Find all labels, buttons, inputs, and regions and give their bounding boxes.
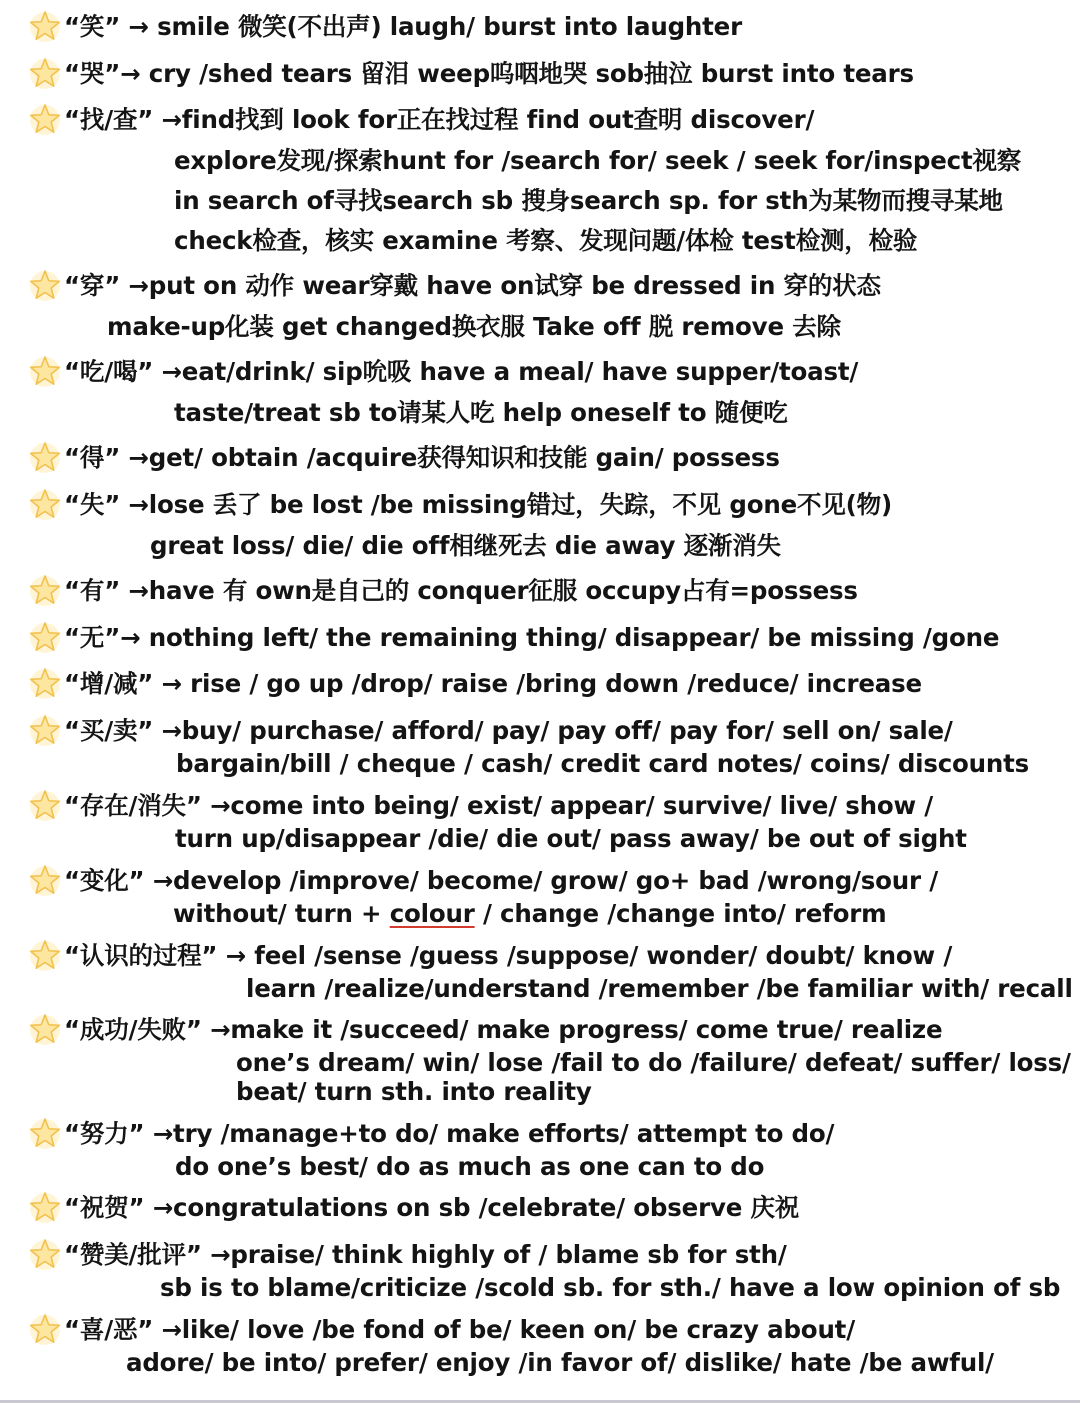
entry-continuation-line: bargain/bill / cheque / cash/ credit card notes/ coins/ discounts [176,749,1030,778]
entry-heading-line: “努力” →try /manage+to do/ make efforts/ attempt to do/ [64,1119,835,1148]
entry-heading-line: “无”→ nothing left/ the remaining thing/ disappear/ be missing /gone [64,623,1000,652]
entry-heading-line: “有” →have 有 own是自己的 conquer征服 occupy占有=possess [64,576,858,605]
star-emoji-icon [28,269,62,303]
star-emoji-icon [28,57,62,91]
entry-continuation-line: learn /realize/understand /remember /be familiar with/ recall [246,974,1073,1003]
entry-continuation-line: without/ turn + colour / change /change into/ reform [173,899,887,928]
entry-continuation-line: one’s dream/ win/ lose /fail to do /failure/ defeat/ suffer/ loss/ [236,1048,1071,1077]
underlined-word: colour [389,899,475,928]
star-emoji-icon [28,488,62,522]
entry-heading-line: “祝贺” →congratulations on sb /celebrate/ observe 庆祝 [64,1193,800,1222]
entry-heading-line: “赞美/批评” →praise/ think highly of / blame sb for sth/ [64,1240,787,1269]
star-emoji-icon [28,1313,62,1347]
entry-heading-line: “笑” → smile 微笑(不出声) laugh/ burst into laughter [64,12,742,41]
entry-heading-line: “穿” →put on 动作 wear穿戴 have on试穿 be dressed in 穿的状态 [64,271,881,300]
star-emoji-icon [28,864,62,898]
entry-heading-line: “找/查” →find找到 look for正在找过程 find out查明 discover/ [64,105,815,134]
entry-continuation-line: great loss/ die/ die off相继死去 die away 逐渐消失 [150,531,781,560]
entry-heading-line: “喜/恶” →like/ love /be fond of be/ keen on/ be crazy about/ [64,1315,855,1344]
entry-heading-line: “得” →get/ obtain /acquire获得知识和技能 gain/ possess [64,443,780,472]
entry-continuation-line: turn up/disappear /die/ die out/ pass away/ be out of sight [175,824,967,853]
entry-continuation-line: sb is to blame/criticize /scold sb. for sth./ have a low opinion of sb [160,1273,1061,1302]
entry-heading-line: “认识的过程” → feel /sense /guess /suppose/ wonder/ doubt/ know / [64,941,953,970]
entry-continuation-line: adore/ be into/ prefer/ enjoy /in favor of/ dislike/ hate /be awful/ [126,1348,994,1377]
star-emoji-icon [28,1117,62,1151]
entry-continuation-line: taste/treat sb to请某人吃 help oneself to 随便吃 [174,398,788,427]
entry-heading-line: “失” →lose 丢了 be lost /be missing错过，失踪，不见 gone不见(物) [64,490,892,519]
star-emoji-icon [28,1191,62,1225]
star-emoji-icon [28,103,62,137]
entry-continuation-line: beat/ turn sth. into reality [236,1077,592,1106]
star-emoji-icon [28,10,62,44]
star-emoji-icon [28,621,62,655]
entry-continuation-line: make-up化装 get changed换衣服 Take off 脱 remove 去除 [107,312,841,341]
entry-continuation-line: explore发现/探索hunt for /search for/ seek / seek for/inspect视察 [174,146,1022,175]
entry-heading-line: “吃/喝” →eat/drink/ sip吮吸 have a meal/ have supper/toast/ [64,357,859,386]
star-emoji-icon [28,574,62,608]
entry-heading-line: “成功/失败” →make it /succeed/ make progress/ come true/ realize [64,1015,943,1044]
star-emoji-icon [28,939,62,973]
entry-continuation-line: do one’s best/ do as much as one can to do [175,1152,765,1181]
entry-heading-line: “哭”→ cry /shed tears 留泪 weep呜咽地哭 sob抽泣 burst into tears [64,59,914,88]
star-emoji-icon [28,1013,62,1047]
star-emoji-icon [28,1238,62,1272]
entry-heading-line: “存在/消失” →come into being/ exist/ appear/ survive/ live/ show / [64,791,934,820]
star-emoji-icon [28,789,62,823]
entry-continuation-line: in search of寻找search sb 搜身search sp. for sth为某物而搜寻某地 [174,186,1003,215]
star-emoji-icon [28,355,62,389]
bottom-divider [0,1400,1080,1403]
star-emoji-icon [28,441,62,475]
entry-continuation-line: check检查，核实 examine 考察、发现问题/体检 test检测，检验 [174,226,918,255]
entry-heading-line: “变化” →develop /improve/ become/ grow/ go+ bad /wrong/sour / [64,866,938,895]
entry-heading-line: “买/卖” →buy/ purchase/ afford/ pay/ pay off/ pay for/ sell on/ sale/ [64,716,953,745]
entry-heading-line: “增/减” → rise / go up /drop/ raise /bring down /reduce/ increase [64,669,922,698]
star-emoji-icon [28,714,62,748]
star-emoji-icon [28,667,62,701]
